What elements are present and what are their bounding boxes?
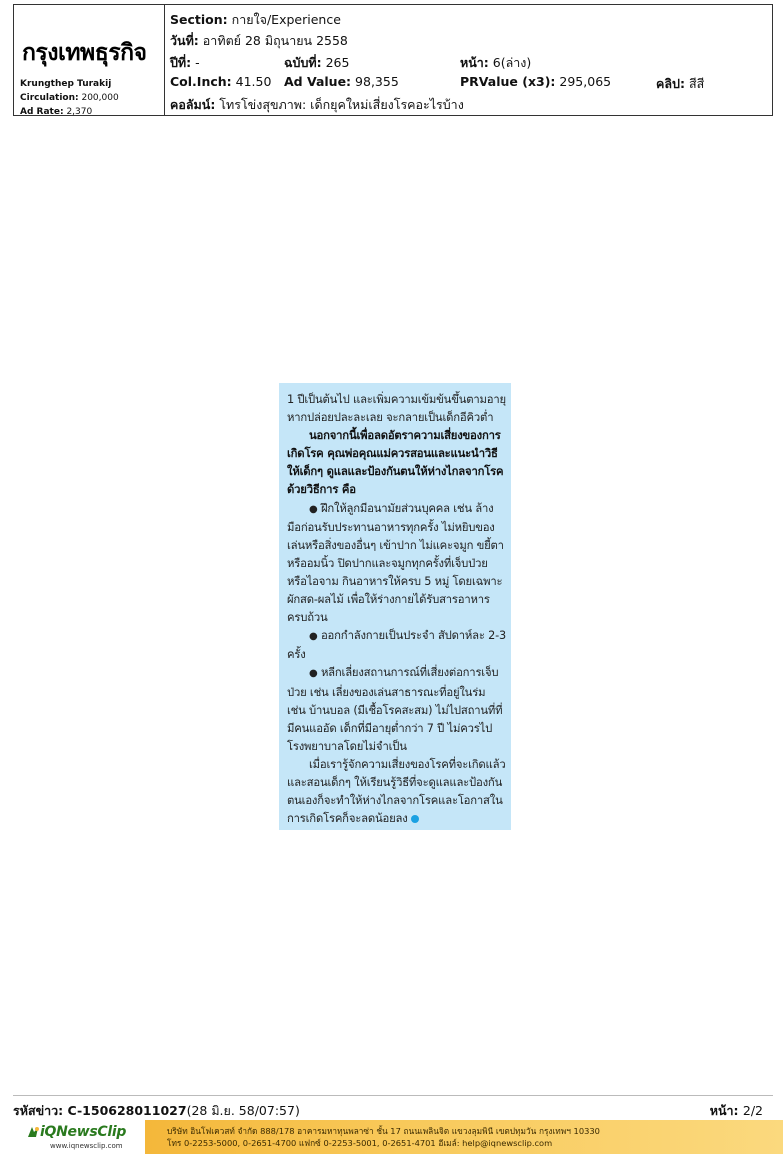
year-row (170, 53, 200, 73)
bullet-text: ฝึกให้ลูกมีอนามัยส่วนบุคคล เช่น ล้างมือก่อนรับประทานอาหารทุกครั้ง ไม่หยิบของเล่นหรือสิ่งของอื่นๆ เข้าปาก ไม่แคะจมูก ขยี้ตาหรืออมนิ้ว ปิดปากและจมูกทุกครั้งที่เจ็บป่วย หรือไอจาม กินอาหารให้ครบ 5 หมู่ โดยเฉพาะผักสด-ผลไม้ เพื่อให้ร่างกายได้รับสารอาหารครบถ้วน (287, 501, 504, 625)
advalue-field (284, 74, 399, 89)
newspaper-meta (20, 77, 119, 119)
news-id-value: C-150628011027 (67, 1103, 187, 1118)
article-bullet (287, 664, 507, 755)
end-mark-icon (411, 815, 419, 823)
date-label: วันที่: (170, 33, 199, 48)
prvalue-field (460, 74, 611, 89)
issue-value: 265 (325, 55, 350, 70)
bullet-icon: ● (309, 503, 318, 515)
page-value: 6(ล่าง) (492, 55, 532, 70)
year-label: ปีที่: (170, 55, 192, 70)
company-address: บริษัท อินโฟเควสท์ จำกัด 888/178 อาคารมหาทุนพลาซ่า ชั้น 17 ถนนเพลินจิต แขวงลุมพินี เขตปทุมวัน กรุงเทพฯ 10330 (167, 1126, 600, 1136)
footer-divider (13, 1095, 773, 1096)
column-row (170, 95, 464, 115)
news-time: (28 มิ.ย. 58/07:57) (186, 1103, 300, 1118)
section-label: Section: (170, 12, 228, 27)
bullet-text: ออกกำลังกายเป็นประจำ สัปดาห์ละ 2-3 ครั้ง (287, 629, 507, 662)
ad-rate-label: Ad Rate: (20, 107, 64, 117)
issue-label: ฉบับที่: (284, 55, 322, 70)
newspaper-block (14, 5, 165, 115)
issue-field (284, 53, 349, 73)
prvalue-value: 295,065 (559, 74, 612, 89)
date-value: อาทิตย์ 28 มิถุนายน 2558 (202, 33, 348, 48)
article-paragraph: 1 ปีเป็นต้นไป และเพิ่มความเข้มข้นขึ้นตามอายุ หากปล่อยปละละเลย จะกลายเป็นเด็กอีคิวต่ำ (287, 393, 506, 425)
colinch-row (170, 74, 271, 89)
clip-color-label: คลิป: (656, 76, 685, 91)
bullet-icon: ● (309, 631, 318, 643)
iqnewsclip-logo (26, 1122, 136, 1152)
company-contact: โทร 0-2253-5000, 0-2651-4700 แฟกซ์ 0-2253-5001, 0-2651-4701 อีเมล์: help@iqnewsclip.com (167, 1138, 553, 1148)
bullet-icon: ● (309, 668, 318, 680)
iqnewsclip-name: iQNewsClip (40, 1124, 127, 1140)
section-row (170, 10, 341, 30)
circulation-value: 200,000 (81, 93, 119, 103)
newspaper-logo: กรุงเทพธุรกิจ (22, 40, 147, 66)
colinch-value: 41.50 (235, 74, 272, 89)
column-label: คอลัมน์: (170, 97, 216, 112)
date-row (170, 31, 348, 51)
paper-name: Krungthep Turakij (20, 79, 112, 89)
advalue-label: Ad Value: (284, 74, 352, 89)
page-label: หน้า: (460, 55, 489, 70)
advalue-value: 98,355 (355, 74, 399, 89)
ad-rate-value: 2,370 (66, 107, 93, 117)
page-field (460, 53, 531, 73)
closing-text: เมื่อเรารู้จักความเสี่ยงของโรคที่จะเกิดแล้ว และสอนเด็กๆ ให้เรียนรู้วิธีที่จะดูแลและป้องกันตนเองก็จะทำให้ห่างไกลจากโรคและโอกาสในการเกิดโรคก็จะลดน้อยลง (287, 757, 506, 826)
section-value: กายใจ/Experience (231, 12, 341, 27)
circulation-label: Circulation: (20, 93, 79, 103)
article-closing (287, 756, 507, 828)
colinch-label: Col.Inch: (170, 74, 232, 89)
page-number-label: หน้า: (709, 1103, 739, 1118)
column-value: โทรโข่งสุขภาพ: เด็กยุคใหม่เสี่ยงโรคอะไรบ้าง (219, 97, 464, 112)
article-clip (279, 383, 511, 830)
iqnewsclip-url: www.iqnewsclip.com (50, 1142, 123, 1150)
prvalue-label: PRValue (x3): (460, 74, 556, 89)
article-bullet (287, 500, 507, 628)
page-number (710, 1101, 763, 1121)
news-id (13, 1101, 300, 1121)
clip-color-value: สีสี (688, 76, 705, 91)
year-value: - (195, 55, 200, 70)
news-id-label: รหัสข่าว: (13, 1103, 64, 1118)
page-number-value: 2/2 (742, 1103, 763, 1118)
iqnewsclip-mark-icon (26, 1125, 40, 1139)
article-lead: นอกจากนี้เพื่อลดอัตราความเสี่ยงของการเกิดโรค คุณพ่อคุณแม่ควรสอนและแนะนำวิธีให้เด็กๆ ดูแลและป้องกันตนให้ห่างไกลจากโรคด้วยวิธีการ คือ (287, 429, 504, 497)
article-bullet (287, 627, 507, 664)
clipping-header (13, 4, 773, 116)
company-info (167, 1125, 600, 1149)
clip-color-field (656, 74, 704, 94)
bullet-text: หลีกเลี่ยงสถานการณ์ที่เสี่ยงต่อการเจ็บป่วย เช่น เลี่ยงของเล่นสาธารณะที่อยู่ในร่ม เช่น บ้านบอล (มีเชื้อโรคสะสม) ไม่ไปสถานที่ที่มีคนแออัด เด็กที่มีอายุต่ำกว่า 7 ปี ไม่ควรไปโรงพยาบาลโดยไม่จำเป็น (287, 666, 503, 753)
clip-meta (165, 5, 772, 115)
